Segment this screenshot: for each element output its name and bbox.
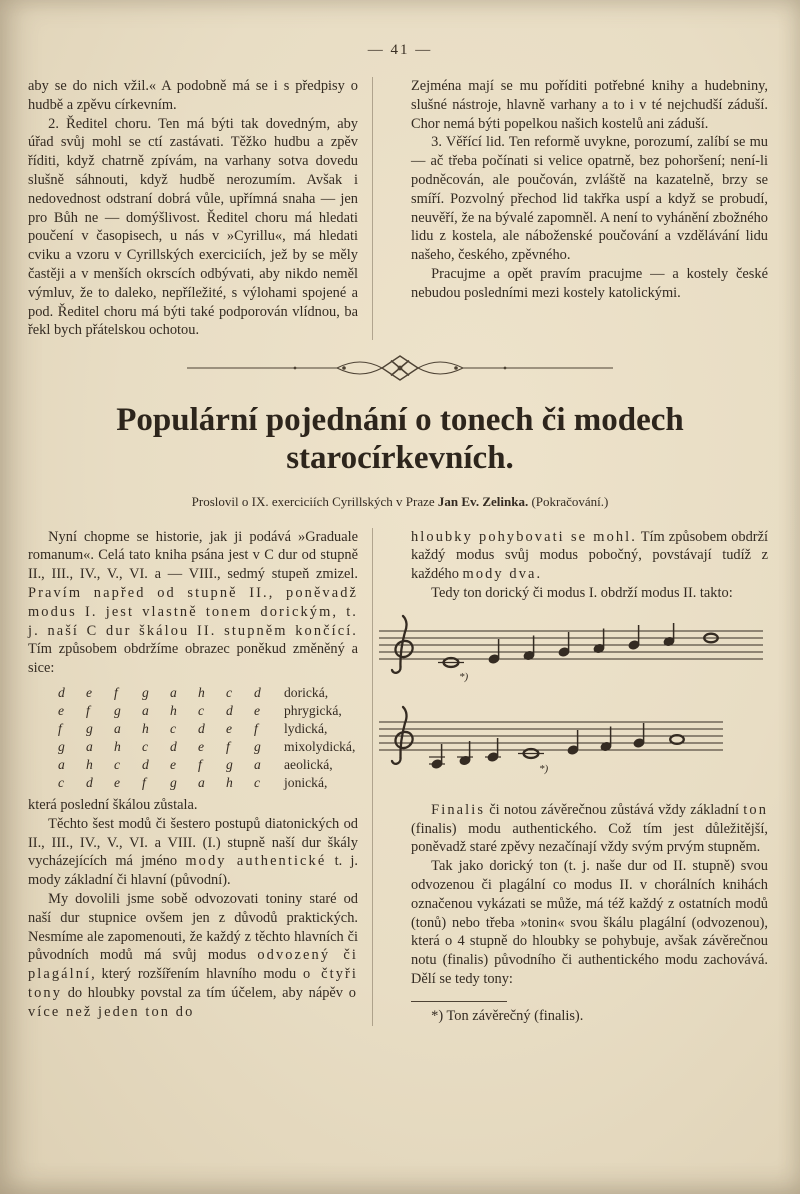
finalis-marker: *) <box>459 670 469 683</box>
scale-note: d <box>254 685 261 701</box>
text-segment: odvozený či plagální <box>28 947 358 983</box>
scale-note: a <box>142 703 149 719</box>
scale-note: d <box>58 685 65 701</box>
paragraph <box>28 890 358 1022</box>
paragraph: 3. Věřící lid. Ten reformě uvykne, porozumí, zalíbí se mu — ač třeba počínati si velice opatrně, bez pohoršení; není-li podněcován, ale poučován, zvláště na kazatelně, brzy se smíří. Pozvolný přechod lid takřka uspí a když se probudí, neuvěří, že na bývalé zapomněl. A není to vyhánění zbožného lidu z kostela, ale náboženské poučování a vzdělávání lidu našeho, českého, zpěvného. <box>411 134 768 264</box>
page-number: — 41 — <box>367 42 433 58</box>
scale-note: d <box>226 703 233 719</box>
scale-note: h <box>86 757 93 773</box>
text-segment: t. j. mody základní či hlavní (původní). <box>28 853 358 889</box>
scale-note: h <box>226 775 233 791</box>
scale-row <box>58 738 358 756</box>
finalis-marker: *) <box>539 762 549 775</box>
quarter-note <box>663 623 675 647</box>
text-segment: Tím způsobem obdržíme obrazec poněkud změněný a sice: <box>28 641 358 677</box>
section-divider <box>28 354 772 387</box>
text-segment: , který rozšířením hlavního modu <box>91 966 303 983</box>
text-segment: či notou závěrečnou zůstává vždy základní <box>485 801 744 818</box>
text-segment: hloubky pohybovati se mohl. <box>411 528 637 545</box>
ascending-quarter-notes <box>488 623 675 664</box>
mode-name: dorická, <box>284 685 329 701</box>
scale-note: h <box>142 721 149 737</box>
text-segment: o více než jeden ton do <box>28 985 358 1020</box>
scale-note: g <box>142 685 149 701</box>
scale-note: f <box>142 775 146 791</box>
text-segment: Tak jako dorický ton (t. j. naše dur od II. stupně) svou odvozenou či plagální co modus II. v chorálních knihách označenou vykázati se může, má též každý z ostatních modů (tonů) nebo třeba »tonin« svou škálu plagální (odvozenou), která o 4 stupně do hloubky se pohybuje, avšak závěrečnou notu (finalis) původního či authentického modu zachovává. Dělí se tedy tony: <box>411 858 768 988</box>
text-segment: Nyní chopme se historie, jak ji podává »Graduale romanum«. Celá tato kniha psána jest v C dur od stupně II., III., IV., V., VI. a — VIII., sedmý stupeň zmizel. <box>28 528 358 583</box>
paragraph: Zejména mají se mu poříditi potřebné knihy a hudebniny, slušné nástroje, hlavně varhany a to i v té nejchudší záduší. Chor nemá býti popelkou našich kostelů ani záduší. <box>411 78 768 132</box>
staff-1 <box>379 611 763 689</box>
scale-note: c <box>254 775 261 791</box>
top-right-column <box>372 77 772 340</box>
paragraph <box>411 528 768 584</box>
quarter-note <box>523 635 535 660</box>
top-left-column <box>28 77 372 340</box>
scale-note: e <box>170 757 177 773</box>
footnote <box>411 1001 768 1026</box>
scale-note: h <box>170 703 177 719</box>
scale-note: g <box>58 739 65 755</box>
scale-note: e <box>226 721 233 737</box>
mode-name: aeolická, <box>284 757 333 773</box>
paragraph: která poslední škálou zůstala. <box>28 797 198 814</box>
text-segment: Těchto šest modů či šestero postupů diatonických od II., III., IV., V., VI. a VIII. (I.) stupně naší dur škály vycházejících má jméno <box>28 815 358 870</box>
quarter-note <box>600 726 612 751</box>
text-segment: Pravím napřed od stupně II., poněvadž modus I. jest vlastně tonem dorickým, t. j. naší C dur škálou II. stupněm končící. <box>28 585 358 639</box>
scale-note: a <box>58 757 65 773</box>
scale-note: a <box>198 775 205 791</box>
bottom-left-column <box>28 528 372 1026</box>
ornament-icon <box>185 354 615 382</box>
scale-note: e <box>86 685 93 701</box>
staff-2 <box>379 702 763 788</box>
text-segment: . <box>536 566 541 583</box>
scale-table <box>58 684 358 792</box>
music-example-modus-1 <box>379 611 768 694</box>
scale-note: e <box>198 739 205 755</box>
scale-note: c <box>170 721 177 737</box>
text-segment: Proslovil o IX. exerciciích Cyrillských v Praze <box>191 493 438 509</box>
scale-note: f <box>86 703 90 719</box>
text-segment: Finalis <box>431 801 486 818</box>
text-segment: ton <box>743 801 768 818</box>
scale-note: f <box>254 721 258 737</box>
mode-name: jonická, <box>284 775 328 791</box>
scale-note: f <box>226 739 230 755</box>
scale-note: d <box>198 721 205 737</box>
paragraph: Tedy ton dorický či modus I. obdrží modus II. takto: <box>431 585 733 602</box>
scale-note: g <box>226 757 233 773</box>
paragraph: 2. Ředitel choru. Ten má býti tak dovedným, aby úřad svůj mohl se ctí zastávati. Těžko hudbu a zpěv říditi, když chatrně zpívám, na varhany sotva dovedu slušně sáhnouti, když hudbě nerozumím. Avšak i nedovednost odstraní dobrá vůle, upřímná snaha — jen pro Bůh ne — domýšlivost. Ředitel choru má hledati poučení v časopisech, u nás v »Cyrillu«, má hledati cviku a vzoru v Cyrillských exerciciích, jež by se měly častěji a v menších okrscích odbývati, aby nikdo neměl výmluv, že to daleko, nepříležité, s výlohami spojené a pod. Ředitel choru má býti také podporován vlídnou, ba řekl bych přátelskou ochotou. <box>28 115 358 339</box>
mode-name: lydická, <box>284 721 328 737</box>
scale-note: a <box>170 685 177 701</box>
footnote-rule <box>411 1001 507 1002</box>
scale-note: c <box>58 775 65 791</box>
scale-note: e <box>58 703 65 719</box>
scale-note: c <box>142 739 149 755</box>
bottom-section <box>28 528 772 1026</box>
scale-note: e <box>254 703 261 719</box>
scale-row <box>58 684 358 702</box>
scale-note: a <box>254 757 261 773</box>
article-byline <box>28 494 772 510</box>
paragraph: aby se do nich vžil.« A podobně má se i s předpisy o hudbě a zpěvu církevním. <box>28 78 358 113</box>
text-segment: o čtyři tony <box>28 966 358 1002</box>
paragraph <box>411 801 768 857</box>
scale-row <box>58 774 358 792</box>
scale-row <box>58 756 358 774</box>
text-segment: (Pokračování.) <box>528 493 609 509</box>
scale-row <box>58 720 358 738</box>
scale-note: h <box>198 685 205 701</box>
scale-row <box>58 702 358 720</box>
mode-name: phrygická, <box>284 703 342 719</box>
breve-finalis-note <box>518 749 549 775</box>
text-segment: do hloubky povstal za tím účelem, aby nápěv <box>61 985 349 1002</box>
scale-note: d <box>86 775 93 791</box>
article-title-line2: starocírkevních. <box>286 440 514 477</box>
quarter-note <box>593 628 605 653</box>
quarter-note <box>459 741 471 766</box>
footnote-text: *) Ton závěrečný (finalis). <box>431 1007 584 1024</box>
mode-name: mixolydická, <box>284 739 356 755</box>
breve-finalis-note <box>438 658 469 683</box>
scale-note: f <box>114 685 118 701</box>
scale-note: e <box>114 775 121 791</box>
article-title-line1: Populární pojednání o tonech či modech <box>116 402 684 439</box>
text-segment: Tím způsobem obdrží každý modus svůj modus pobočný, povstávají tudíž z každého <box>411 528 768 583</box>
treble-clef-icon <box>392 616 413 673</box>
paragraph <box>28 815 358 890</box>
text-segment: mody dva <box>462 566 537 583</box>
scale-note: g <box>86 721 93 737</box>
paragraph <box>28 528 358 678</box>
bottom-right-column <box>372 528 772 1026</box>
scale-note: g <box>170 775 177 791</box>
text-segment: My dovolili jsme sobě odvozovati toniny staré od naší dur stupnice ovšem jen z důvodů praktických. Nesmíme ale zapomenouti, že každý z těchto hlavních či původních modů má svůj modus <box>28 891 358 964</box>
article-title <box>28 401 772 478</box>
music-example-modus-2 <box>379 702 768 793</box>
scale-note: d <box>142 757 149 773</box>
scale-note: f <box>58 721 62 737</box>
text-segment: mody authentické <box>185 853 327 870</box>
scale-note: d <box>170 739 177 755</box>
top-section <box>28 77 772 340</box>
scale-note: c <box>226 685 233 701</box>
paragraph: Pracujme a opět pravím pracujme — a kostely české nebudou posledními mezi kostely katolickými. <box>411 265 768 301</box>
scale-note: g <box>254 739 261 755</box>
treble-clef-icon <box>392 707 413 764</box>
scale-note: a <box>114 721 121 737</box>
scale-note: c <box>198 703 205 719</box>
scale-note: f <box>198 757 202 773</box>
text-segment: Jan Ev. Zelinka. <box>437 493 529 509</box>
scale-note: a <box>86 739 93 755</box>
scale-note: c <box>114 757 121 773</box>
scale-note: g <box>114 703 121 719</box>
paragraph <box>411 857 768 989</box>
scale-note: h <box>114 739 121 755</box>
text-segment: (finalis) modu authentického. Což tím jest důležitější, poněvadž staré zpěvy nezačínají vždy svým prvým stupněm. <box>411 820 768 856</box>
